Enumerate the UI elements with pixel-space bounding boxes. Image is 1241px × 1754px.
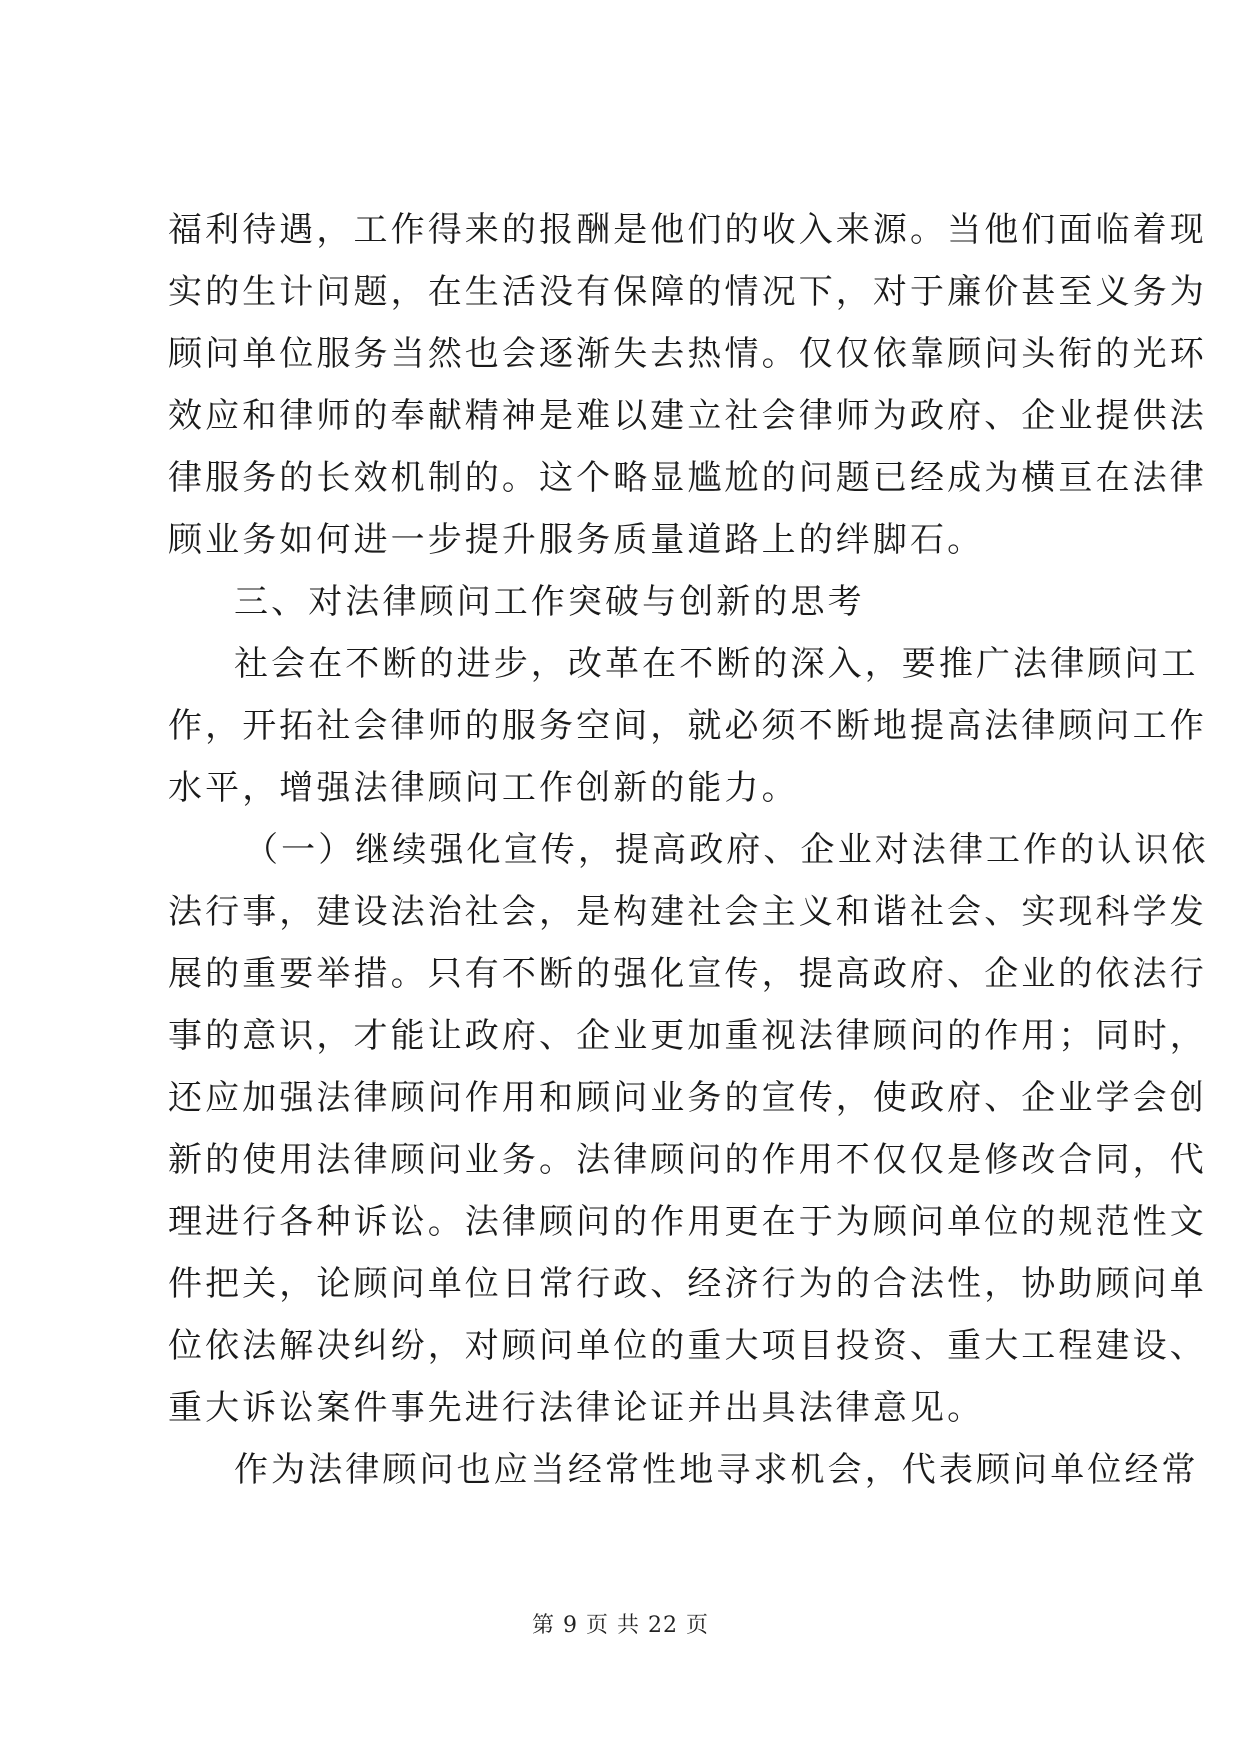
paragraph-line: 顾问单位服务当然也会逐渐失去热情。仅仅依靠顾问头衔的光环: [168, 334, 1207, 374]
paragraph-line: 效应和律师的奉献精神是难以建立社会律师为政府、企业提供法: [168, 396, 1207, 436]
paragraph-line: 实的生计问题，在生活没有保障的情况下，对于廉价甚至义务为: [168, 272, 1207, 312]
paragraph-line: 律服务的长效机制的。这个略显尴尬的问题已经成为横亘在法律: [168, 458, 1207, 498]
paragraph-line: 法行事，建设法治社会，是构建社会主义和谐社会、实现科学发: [168, 892, 1207, 932]
paragraph-line: 事的意识，才能让政府、企业更加重视法律顾问的作用；同时，: [168, 1016, 1207, 1056]
paragraph-line: 作为法律顾问也应当经常性地寻求机会，代表顾问单位经常: [234, 1450, 1199, 1490]
paragraph-line: 顾业务如何进一步提升服务质量道路上的绊脚石。: [168, 520, 985, 560]
paragraph-line: 作，开拓社会律师的服务空间，就必须不断地提高法律顾问工作: [168, 706, 1207, 746]
paragraph-line: 水平，增强法律顾问工作创新的能力。: [168, 768, 799, 808]
paragraph-line: 位依法解决纠纷，对顾问单位的重大项目投资、重大工程建设、: [168, 1326, 1207, 1366]
paragraph-line: 新的使用法律顾问业务。法律顾问的作用不仅仅是修改合同，代: [168, 1140, 1207, 1180]
page-number-footer: 第 9 页 共 22 页: [532, 1613, 709, 1638]
subsection-heading: （一）继续强化宣传，提高政府、企业对法律工作的认识依: [244, 830, 1209, 870]
paragraph-line: 理进行各种诉讼。法律顾问的作用更在于为顾问单位的规范性文: [168, 1202, 1207, 1242]
paragraph-line: 展的重要举措。只有不断的强化宣传，提高政府、企业的依法行: [168, 954, 1207, 994]
section-heading: 三、对法律顾问工作突破与创新的思考: [234, 582, 865, 622]
paragraph-line: 还应加强法律顾问作用和顾问业务的宣传，使政府、企业学会创: [168, 1078, 1207, 1118]
paragraph-line: 重大诉讼案件事先进行法律论证并出具法律意见。: [168, 1388, 985, 1428]
paragraph-line: 社会在不断的进步，改革在不断的深入，要推广法律顾问工: [234, 644, 1199, 684]
paragraph-line: 件把关，论顾问单位日常行政、经济行为的合法性，协助顾问单: [168, 1264, 1207, 1304]
paragraph-line: 福利待遇，工作得来的报酬是他们的收入来源。当他们面临着现: [168, 210, 1207, 250]
